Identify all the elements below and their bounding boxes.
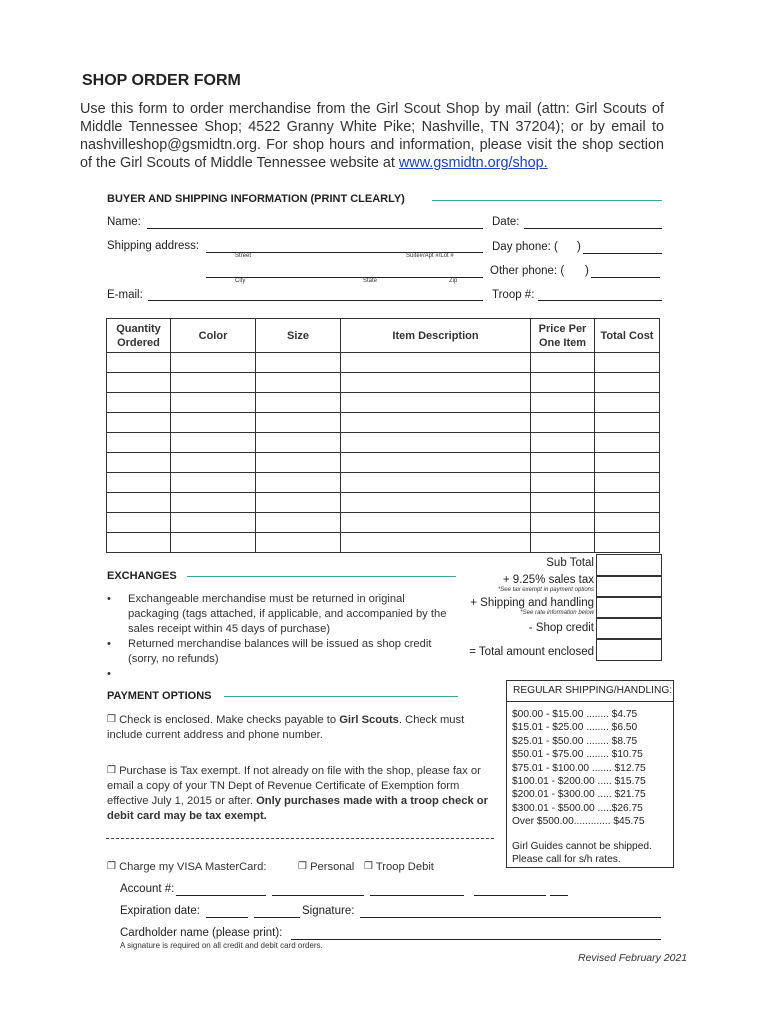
shipping-rates-divider	[507, 701, 673, 702]
email-field[interactable]	[148, 300, 483, 301]
cardholder-label: Cardholder name (please print):	[120, 927, 283, 939]
city-caption: City	[235, 278, 246, 284]
account-field-5[interactable]	[550, 895, 568, 896]
intro-text: Use this form to order merchandise from the Girl Scout Shop by mail (attn: Girl Scouts of Middle Tennessee Shop; 4522 Granny White Pike; Nashville, TN 37204); or by email to nashvilleshop@gsmidtn.org. For shop hours and information, please visit the shop section of the Girl Scouts of Middle Tennessee website at	[80, 101, 664, 171]
other-phone-label: Other phone: (	[490, 265, 565, 277]
zip-caption: Zip	[449, 278, 458, 284]
bullet: •	[107, 668, 111, 680]
table-row[interactable]	[107, 493, 660, 513]
other-phone-field[interactable]	[591, 277, 660, 278]
shop-credit-label: - Shop credit	[528, 622, 594, 634]
signature-label: Signature:	[302, 905, 355, 917]
personal-option[interactable]	[298, 859, 354, 875]
table-row[interactable]	[107, 353, 660, 373]
sales-tax-box[interactable]	[596, 575, 662, 598]
checkbox-icon[interactable]: ❒	[107, 765, 116, 776]
table-row[interactable]	[107, 373, 660, 393]
street-caption: Street	[235, 253, 252, 259]
tax-exempt-option[interactable]	[107, 763, 499, 824]
day-phone-label: Day phone: (	[492, 241, 558, 253]
girl-guides-note: Girl Guides cannot be shipped. Please call for s/h rates.	[512, 841, 652, 866]
troop-label: Troop #:	[492, 289, 535, 301]
state-caption: State	[363, 278, 378, 284]
charge-label: Charge my VISA MasterCard:	[119, 861, 267, 873]
revised-date: Revised February 2021	[578, 952, 688, 964]
shipping-label: + Shipping and handling	[470, 597, 594, 609]
check-option[interactable]	[107, 712, 492, 743]
buyer-section-heading: BUYER AND SHIPPING INFORMATION (PRINT CLEARLY)	[107, 193, 405, 205]
tax-exempt-text: Purchase is Tax exempt. If not already on file with the shop, please fax or email a copy of your TN Dept of Revenue Certificate of Exemption form effective July 1, 2015 or after.	[107, 765, 481, 807]
shipping-rates-box	[506, 680, 674, 868]
rate-row: Over $500.00............. $45.75	[512, 816, 645, 828]
expiration-label: Expiration date:	[120, 905, 200, 917]
rate-row: $00.00 - $15.00 ........ $4.75	[512, 709, 638, 720]
shipping-address-label: Shipping address:	[107, 240, 200, 252]
table-row[interactable]	[107, 433, 660, 453]
troop-debit-option[interactable]	[364, 859, 434, 875]
table-row[interactable]	[107, 393, 660, 413]
header-price-per-item: Price Per One Item	[531, 319, 595, 353]
buyer-heading-rule	[432, 200, 662, 201]
troop-field[interactable]	[538, 300, 662, 301]
checkbox-icon[interactable]: ❒	[298, 861, 307, 872]
checkbox-icon[interactable]: ❒	[107, 714, 116, 725]
shop-website-link[interactable]: www.gsmidtn.org/shop.	[398, 155, 548, 171]
date-label: Date:	[492, 216, 520, 228]
rate-info-note: *See rate information below	[520, 610, 594, 616]
intro-paragraph	[80, 100, 664, 172]
header-item-description: Item Description	[341, 319, 531, 353]
subtotal-label: Sub Total	[546, 557, 594, 569]
city-state-zip-field[interactable]	[206, 277, 483, 278]
expiration-year-field[interactable]	[254, 917, 300, 918]
bullet: •	[107, 638, 111, 650]
check-text: Check is enclosed. Make checks payable to	[119, 714, 337, 726]
signature-field[interactable]	[360, 917, 661, 918]
header-size: Size	[256, 319, 341, 353]
tax-exempt-bold: Only purchases made with a troop check or debit card may be tax exempt.	[107, 795, 488, 822]
header-total-cost: Total Cost	[595, 319, 660, 353]
account-field-2[interactable]	[272, 895, 364, 896]
cardholder-field[interactable]	[291, 939, 661, 940]
exchanges-heading-rule	[187, 576, 456, 577]
other-phone-close: )	[585, 265, 589, 277]
rate-row: $75.01 - $100.00 ....... $12.75	[512, 762, 646, 774]
rate-row: $15.01 - $25.00 ........ $6.50	[512, 722, 638, 734]
name-label: Name:	[107, 216, 141, 228]
exchange-policy-item: Returned merchandise balances will be issued as shop credit (sorry, no refunds)	[128, 638, 432, 665]
table-row[interactable]	[107, 413, 660, 433]
rate-row: $300.01 - $500.00 .....$26.75	[512, 802, 643, 814]
signature-note: A signature is required on all credit and debit card orders.	[120, 941, 323, 950]
charge-option[interactable]	[107, 859, 266, 875]
table-row[interactable]	[107, 473, 660, 493]
name-field[interactable]	[147, 228, 483, 229]
header-color: Color	[171, 319, 256, 353]
shop-credit-box[interactable]	[596, 617, 662, 640]
account-label: Account #:	[120, 883, 175, 895]
total-enclosed-label: = Total amount enclosed	[469, 646, 594, 658]
rate-row: $200.01 - $300.00 ..... $21.75	[512, 789, 646, 801]
header-quantity: Quantity Ordered	[107, 319, 171, 353]
payment-heading-rule	[224, 696, 458, 697]
order-items-table	[106, 318, 660, 553]
checkbox-icon[interactable]: ❒	[364, 861, 373, 872]
dashed-divider	[106, 838, 494, 839]
subtotal-box[interactable]	[596, 554, 662, 577]
check-payee: Girl Scouts	[339, 714, 399, 726]
check-rest: . Check must include current address and phone number.	[107, 714, 465, 741]
form-title: SHOP ORDER FORM	[82, 72, 241, 89]
shipping-rates-heading: REGULAR SHIPPING/HANDLING:	[513, 685, 673, 696]
rate-row: $50.01 - $75.00 ........ $10.75	[512, 749, 643, 761]
expiration-month-field[interactable]	[206, 917, 248, 918]
account-field-4[interactable]	[474, 895, 546, 896]
total-enclosed-box[interactable]	[596, 638, 662, 661]
day-phone-field[interactable]	[583, 253, 662, 254]
troop-debit-label: Troop Debit	[375, 861, 434, 873]
bullet: •	[107, 593, 111, 605]
table-header-row	[107, 319, 660, 353]
tax-exempt-note: *See tax exempt in payment options	[497, 587, 594, 593]
email-label: E-mail:	[107, 289, 143, 301]
checkbox-icon[interactable]: ❒	[107, 861, 116, 872]
table-row[interactable]	[107, 513, 660, 533]
account-field-1[interactable]	[176, 895, 266, 896]
rate-row: $100.01 - $200.00 ..... $15.75	[512, 776, 646, 788]
account-field-3[interactable]	[370, 895, 464, 896]
rates-list	[512, 708, 646, 829]
day-phone-close: )	[577, 241, 581, 253]
shipping-box[interactable]	[596, 596, 662, 619]
exchange-policy-item: Exchangeable merchandise must be returned in original packaging (tags attached, if applicable, and accompanied by the sales receipt within 45 days of purchase)	[128, 593, 447, 635]
table-row[interactable]	[107, 533, 660, 553]
sales-tax-label: + 9.25% sales tax	[502, 574, 594, 586]
suite-caption: Suite#/Apt #/Lot #	[406, 253, 454, 259]
rate-row: $25.01 - $50.00 ........ $8.75	[512, 735, 638, 747]
personal-label: Personal	[310, 861, 355, 873]
payment-heading: PAYMENT OPTIONS	[107, 690, 212, 702]
table-row[interactable]	[107, 453, 660, 473]
date-field[interactable]	[524, 228, 662, 229]
exchanges-heading: EXCHANGES	[107, 570, 177, 582]
